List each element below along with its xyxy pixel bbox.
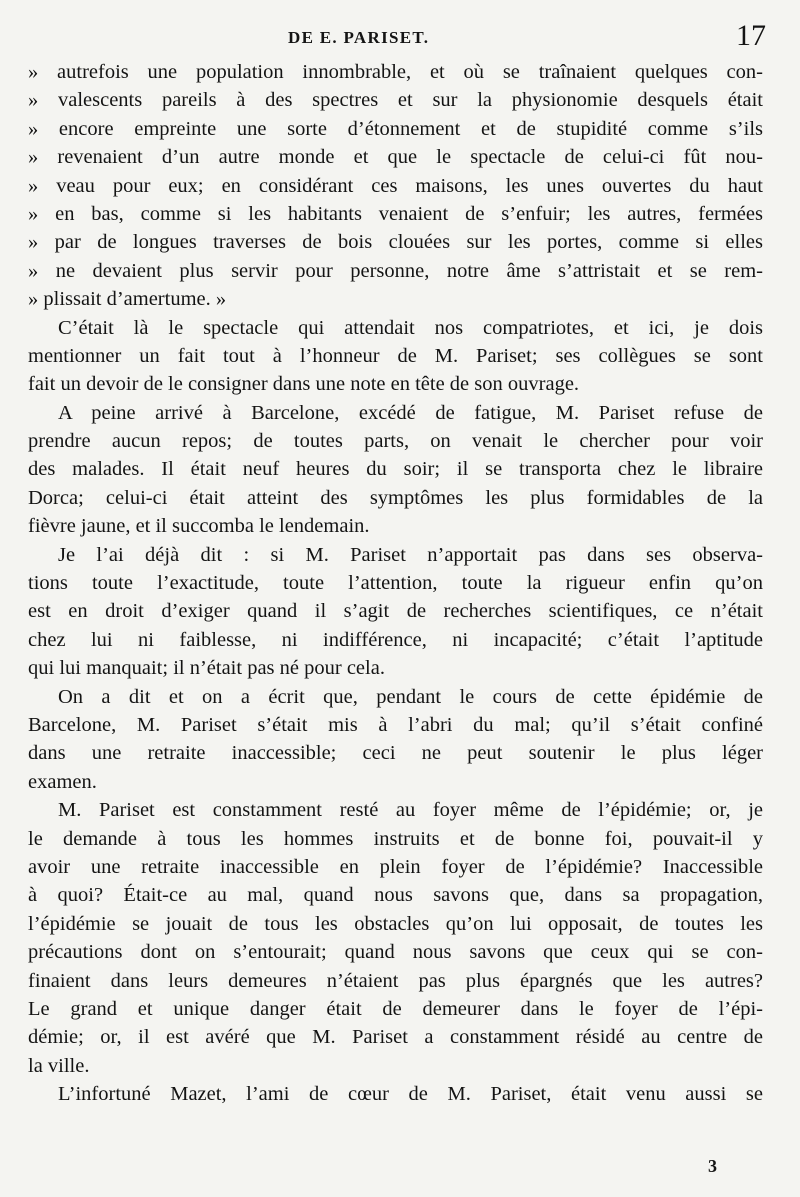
text-line: A peine arrivé à Barcelone, excédé de fatigue, M. Pariset refuse de <box>58 401 763 424</box>
page-body <box>28 58 763 1108</box>
text-line: M. Pariset est constamment resté au foyer même de l’épidémie; or, je <box>58 799 763 822</box>
text-line: la ville. <box>28 1054 90 1077</box>
text-line: dans une retraite inaccessible; ceci ne peut soutenir le plus léger <box>28 742 763 765</box>
text-line: Le grand et unique danger était de demeurer dans le foyer de l’épi- <box>28 997 763 1020</box>
text-line: précautions dont on s’entourait; quand nous savons que ceux qui se con- <box>28 941 763 964</box>
text-line: » encore empreinte une sorte d’étonnement et de stupidité comme s’ils <box>28 117 763 140</box>
text-line: » plissait d’amertume. » <box>28 288 227 311</box>
text-line: fait un devoir de le consigner dans une note en tête de son ouvrage. <box>28 373 580 396</box>
text-line: démie; or, il est avéré que M. Pariset a constamment résidé au centre de <box>28 1026 763 1049</box>
text-line: est en droit d’exiger quand il s’agit de recherches scientifiques, ce n’était <box>28 600 763 623</box>
text-line: L’infortuné Mazet, l’ami de cœur de M. Pariset, était venu aussi se <box>58 1083 763 1106</box>
text-line: Barcelone, M. Pariset s’était mis à l’abri du mal; qu’il s’était confiné <box>28 713 763 736</box>
text-line: Je l’ai déjà dit : si M. Pariset n’apportait pas dans ses observa- <box>58 543 763 566</box>
running-head: DE E. PARISET. <box>288 28 430 47</box>
text-line: » veau pour eux; en considérant ces maisons, les unes ouvertes du haut <box>28 174 763 197</box>
text-line: » revenaient d’un autre monde et que le spectacle de celui-ci fût nou- <box>28 146 763 169</box>
text-line: l’épidémie se jouait de tous les obstacles qu’on lui opposait, de toutes les <box>28 912 763 935</box>
text-line: » en bas, comme si les habitants venaient de s’enfuir; les autres, fermées <box>28 202 763 225</box>
text-line: tions toute l’exactitude, toute l’attention, toute la rigueur enfin qu’on <box>28 572 763 595</box>
text-line: qui lui manquait; il n’était pas né pour cela. <box>28 657 385 680</box>
text-line: finaient dans leurs demeures n’étaient pas plus épargnés que les autres? <box>28 969 763 992</box>
text-line: » autrefois une population innombrable, et où se traînaient quelques con- <box>28 61 763 83</box>
page-number: 17 <box>736 19 766 52</box>
text-line: » valescents pareils à des spectres et sur la physionomie desquels était <box>28 89 763 112</box>
text-line: » ne devaient plus servir pour personne, notre âme s’attristait et se rem- <box>28 259 763 282</box>
text-line: Dorca; celui-ci était atteint des symptômes les plus formidables de la <box>28 486 763 509</box>
text-line: mentionner un fait tout à l’honneur de M. Pariset; ses collègues se sont <box>28 344 763 367</box>
page-header <box>0 14 800 58</box>
text-line: avoir une retraite inaccessible en plein foyer de l’épidémie? Inaccessible <box>28 855 763 878</box>
text-line: » par de longues traverses de bois clouées sur les portes, comme si elles <box>28 231 763 254</box>
text-line: prendre aucun repos; de toutes parts, on venait le chercher pour voir <box>28 430 763 453</box>
text-line: des malades. Il était neuf heures du soir; il se transporta chez le libraire <box>28 458 763 481</box>
text-line: chez lui ni faiblesse, ni indifférence, ni incapacité; c’était l’aptitude <box>28 628 763 651</box>
text-line: à quoi? Était-ce au mal, quand nous savons que, dans sa propagation, <box>28 884 763 907</box>
signature-mark: 3 <box>708 1156 718 1176</box>
text-line: le demande à tous les hommes instruits et de bonne foi, pouvait-il y <box>28 827 763 850</box>
text-line: fièvre jaune, et il succomba le lendemain. <box>28 515 370 538</box>
text-line: examen. <box>28 770 97 793</box>
text-line: C’était là le spectacle qui attendait nos compatriotes, et ici, je dois <box>58 316 763 339</box>
text-line: On a dit et on a écrit que, pendant le cours de cette épidémie de <box>58 685 763 708</box>
